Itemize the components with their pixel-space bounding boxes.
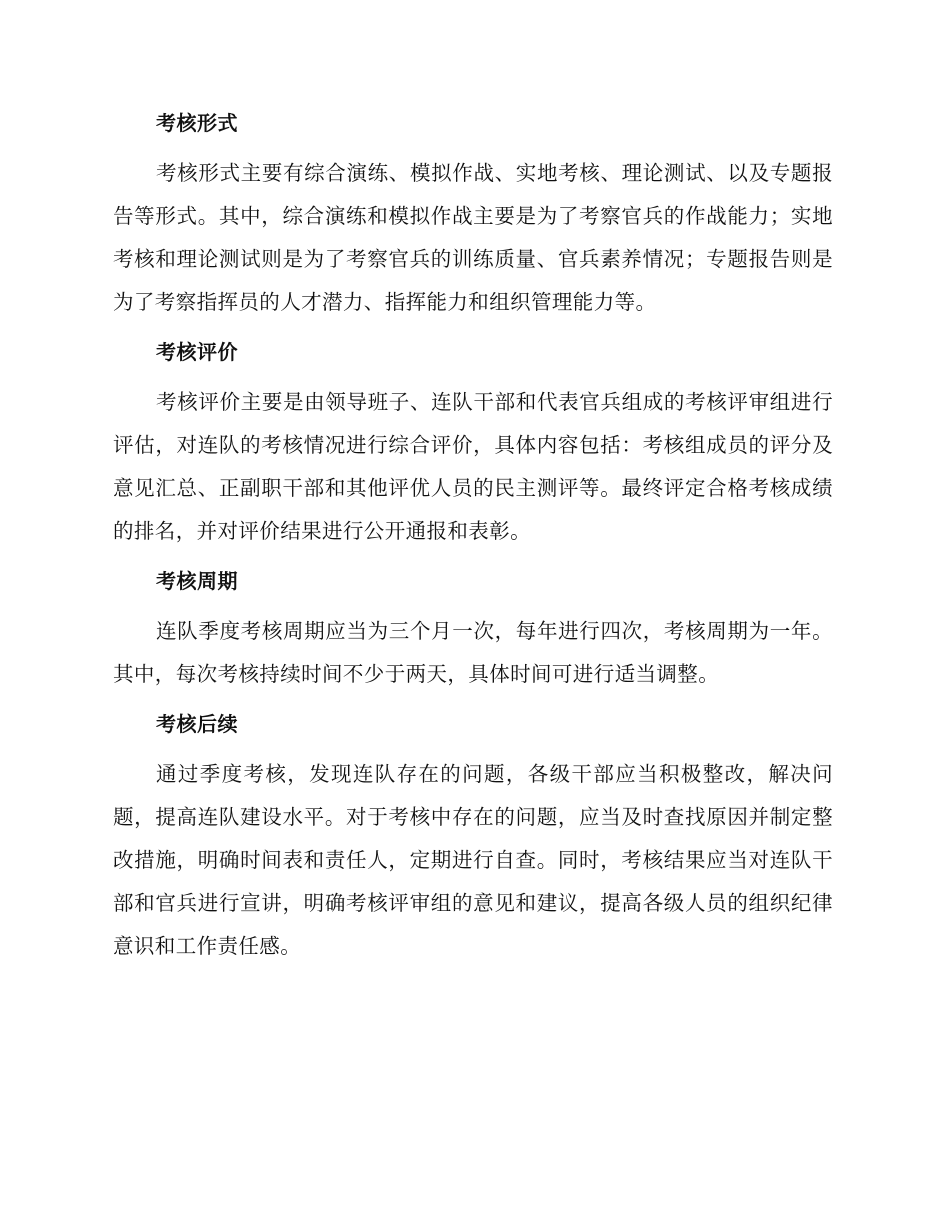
document-content bbox=[113, 108, 833, 981]
section-paragraph: 通过季度考核，发现连队存在的问题，各级干部应当积极整改，解决问题，提高连队建设水平。对于考核中存在的问题，应当及时查找原因并制定整改措施，明确时间表和责任人，定期进行自查。同时，考核结果应当对连队干部和官兵进行宣讲，明确考核评审组的意见和建议，提高各级人员的组织纪律意识和工作责任感。 bbox=[113, 762, 833, 958]
section-assessment-cycle bbox=[113, 566, 833, 696]
section-paragraph: 考核形式主要有综合演练、模拟作战、实地考核、理论测试、以及专题报告等形式。其中，综合演练和模拟作战主要是为了考察官兵的作战能力；实地考核和理论测试则是为了考察官兵的训练质量、官兵素养情况；专题报告则是为了考察指挥员的人才潜力、指挥能力和组织管理能力等。 bbox=[113, 161, 833, 314]
section-assessment-evaluation bbox=[113, 337, 833, 553]
section-heading: 考核形式 bbox=[156, 111, 238, 135]
section-heading: 考核后续 bbox=[156, 712, 238, 736]
section-paragraph: 考核评价主要是由领导班子、连队干部和代表官兵组成的考核评审组进行评估，对连队的考核情况进行综合评价，具体内容包括：考核组成员的评分及意见汇总、正副职干部和其他评优人员的民主测评等。最终评定合格考核成绩的排名，并对评价结果进行公开通报和表彰。 bbox=[113, 390, 833, 543]
section-assessment-followup bbox=[113, 709, 833, 968]
section-heading: 考核评价 bbox=[156, 340, 238, 364]
section-heading: 考核周期 bbox=[156, 569, 238, 593]
section-paragraph: 连队季度考核周期应当为三个月一次，每年进行四次，考核周期为一年。其中，每次考核持续时间不少于两天，具体时间可进行适当调整。 bbox=[113, 619, 833, 686]
section-assessment-form bbox=[113, 108, 833, 324]
